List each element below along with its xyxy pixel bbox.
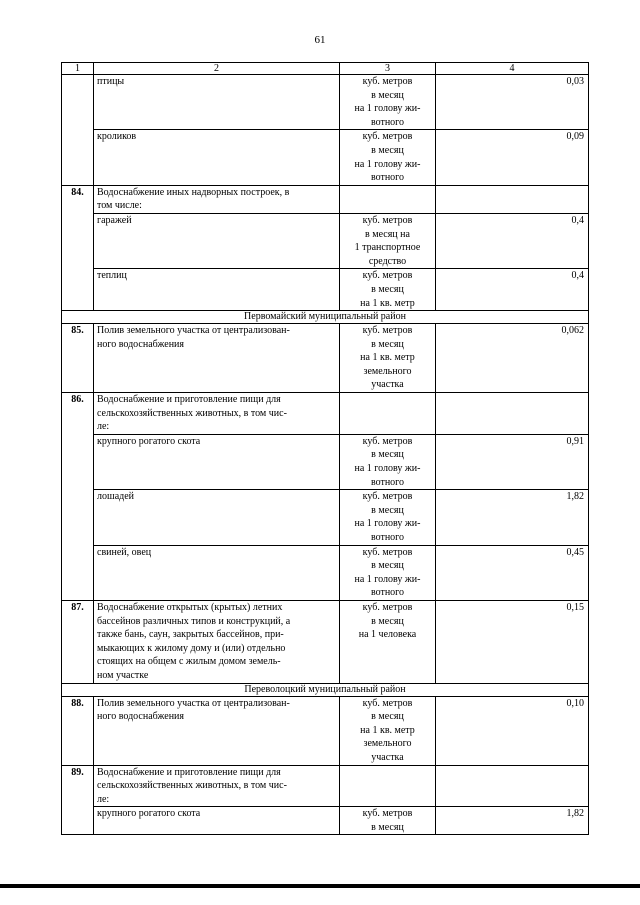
table-row [62, 324, 589, 393]
row-unit-cell [340, 765, 436, 807]
row-value-cell [436, 765, 589, 807]
row-unit-cell: куб. метров в месяц на 1 человека [340, 600, 436, 683]
row-number-cell: 88. [62, 696, 94, 765]
table-row [62, 765, 589, 807]
row-number-cell [62, 545, 94, 600]
row-name-cell: кроликов [94, 130, 340, 185]
table-row [62, 213, 589, 268]
row-value-cell: 0,45 [436, 545, 589, 600]
column-header-1: 1 [62, 63, 94, 75]
table-row [62, 75, 589, 130]
row-unit-cell: куб. метров в месяц на 1 голову жи- вотного [340, 75, 436, 130]
row-value-cell: 0,062 [436, 324, 589, 393]
table-row [62, 545, 589, 600]
table-row [62, 696, 589, 765]
row-number-cell: 85. [62, 324, 94, 393]
row-value-cell: 0,03 [436, 75, 589, 130]
row-unit-cell: куб. метров в месяц на 1 транспортное средство [340, 213, 436, 268]
row-unit-cell [340, 185, 436, 213]
row-number-cell [62, 75, 94, 130]
row-value-cell: 0,15 [436, 600, 589, 683]
row-value-cell [436, 393, 589, 435]
row-number-cell [62, 807, 94, 835]
row-name-cell: Полив земельного участка от централизован- ного водоснабжения [94, 696, 340, 765]
row-unit-cell: куб. метров в месяц на 1 кв. метр земельного участка [340, 696, 436, 765]
row-value-cell: 0,4 [436, 213, 589, 268]
row-value-cell: 1,82 [436, 490, 589, 545]
table-row [62, 269, 589, 311]
row-unit-cell: куб. метров в месяц на 1 кв. метр [340, 269, 436, 311]
row-name-cell: гаражей [94, 213, 340, 268]
column-header-4: 4 [436, 63, 589, 75]
table-row [62, 490, 589, 545]
row-number-cell [62, 130, 94, 185]
row-name-cell: крупного рогатого скота [94, 434, 340, 489]
row-name-cell: Водоснабжение иных надворных построек, в том числе: [94, 185, 340, 213]
table-row [62, 393, 589, 435]
row-unit-cell: куб. метров в месяц на 1 голову жи- вотного [340, 490, 436, 545]
row-number-cell [62, 269, 94, 311]
bottom-rule [0, 884, 640, 888]
row-unit-cell [340, 393, 436, 435]
row-value-cell: 0,09 [436, 130, 589, 185]
row-name-cell: теплиц [94, 269, 340, 311]
row-unit-cell: куб. метров в месяц на 1 кв. метр земельного участка [340, 324, 436, 393]
row-value-cell: 0,4 [436, 269, 589, 311]
district-row [62, 311, 589, 324]
column-number-row [62, 63, 589, 75]
row-number-cell: 84. [62, 185, 94, 213]
row-name-cell: крупного рогатого скота [94, 807, 340, 835]
district-heading: Переволоцкий муниципальный район [62, 683, 589, 696]
row-unit-cell: куб. метров в месяц на 1 голову жи- вотного [340, 434, 436, 489]
table-row [62, 600, 589, 683]
row-name-cell: птицы [94, 75, 340, 130]
row-value-cell: 0,10 [436, 696, 589, 765]
row-unit-cell: куб. метров в месяц на 1 голову жи- вотного [340, 130, 436, 185]
row-number-cell: 86. [62, 393, 94, 435]
row-name-cell: Водоснабжение и приготовление пищи для сельскохозяйственных животных, в том чис- ле: [94, 765, 340, 807]
table-row [62, 807, 589, 835]
row-name-cell: Водоснабжение и приготовление пищи для сельскохозяйственных животных, в том чис- ле: [94, 393, 340, 435]
row-unit-cell: куб. метров в месяц на 1 голову жи- вотного [340, 545, 436, 600]
row-number-cell [62, 490, 94, 545]
column-header-3: 3 [340, 63, 436, 75]
row-value-cell [436, 185, 589, 213]
row-name-cell: Полив земельного участка от централизован- ного водоснабжения [94, 324, 340, 393]
row-name-cell: Водоснабжение открытых (крытых) летних бассейнов различных типов и конструкций, а также бань, саун, закрытых бассейнов, при- мыкающих к жилому дому и (или) отдельно стоящих на общем с жилым домом земель- ном участке [94, 600, 340, 683]
column-header-2: 2 [94, 63, 340, 75]
norms-table [61, 62, 589, 835]
row-value-cell: 0,91 [436, 434, 589, 489]
row-number-cell: 87. [62, 600, 94, 683]
district-row [62, 683, 589, 696]
row-number-cell [62, 213, 94, 268]
row-number-cell [62, 434, 94, 489]
row-unit-cell: куб. метров в месяц [340, 807, 436, 835]
row-number-cell: 89. [62, 765, 94, 807]
row-name-cell: свиней, овец [94, 545, 340, 600]
norms-table-body [62, 63, 589, 835]
row-name-cell: лошадей [94, 490, 340, 545]
table-row [62, 185, 589, 213]
table-row [62, 130, 589, 185]
table-row [62, 434, 589, 489]
district-heading: Первомайский муниципальный район [62, 311, 589, 324]
row-value-cell: 1,82 [436, 807, 589, 835]
page-number: 61 [314, 34, 326, 46]
